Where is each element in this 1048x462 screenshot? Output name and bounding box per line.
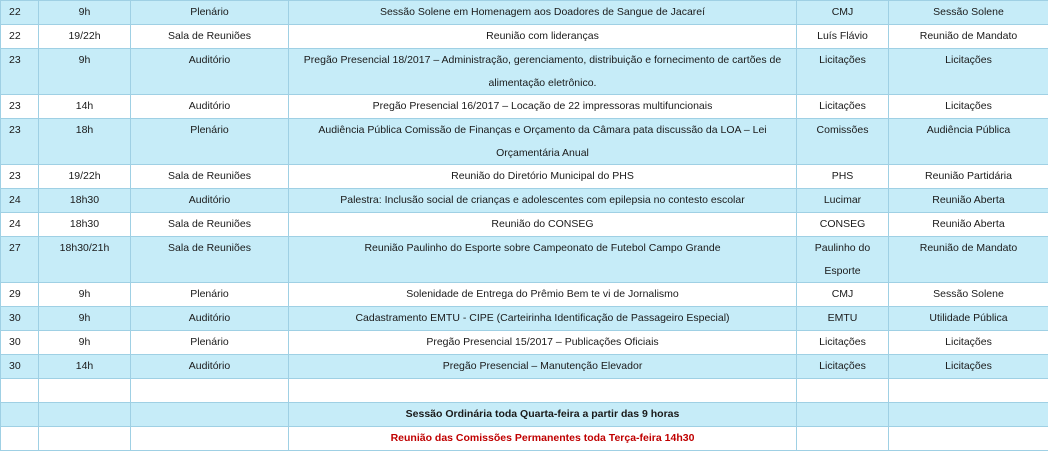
description-cell: Pregão Presencial 15/2017 – Publicações Oficiais xyxy=(289,331,797,355)
time-cell: 14h xyxy=(39,355,131,379)
empty-cell xyxy=(39,379,131,403)
empty-cell xyxy=(131,403,289,427)
location-cell: Sala de Reuniões xyxy=(131,213,289,237)
table-row xyxy=(1,213,1048,237)
organizer-cell: Licitações xyxy=(797,355,889,379)
empty-cell xyxy=(797,379,889,403)
day-cell: 23 xyxy=(1,165,39,189)
empty-cell xyxy=(889,427,1048,451)
day-cell: 22 xyxy=(1,25,39,49)
day-cell: 27 xyxy=(1,237,39,283)
type-cell: Reunião de Mandato xyxy=(889,25,1048,49)
empty-cell xyxy=(1,379,39,403)
type-cell: Licitações xyxy=(889,355,1048,379)
time-cell: 9h xyxy=(39,331,131,355)
events-table-body xyxy=(1,1,1048,451)
day-cell: 23 xyxy=(1,95,39,119)
empty-cell xyxy=(289,379,797,403)
table-row xyxy=(1,331,1048,355)
table-row xyxy=(1,1,1048,25)
table-row xyxy=(1,95,1048,119)
empty-cell xyxy=(797,427,889,451)
description-cell: Reunião do Diretório Municipal do PHS xyxy=(289,165,797,189)
location-cell: Sala de Reuniões xyxy=(131,165,289,189)
location-cell: Auditório xyxy=(131,307,289,331)
table-row xyxy=(1,189,1048,213)
description-cell: Pregão Presencial – Manutenção Elevador xyxy=(289,355,797,379)
table-row xyxy=(1,355,1048,379)
location-cell: Auditório xyxy=(131,189,289,213)
day-cell: 23 xyxy=(1,119,39,165)
day-cell: 24 xyxy=(1,189,39,213)
location-cell: Auditório xyxy=(131,49,289,95)
organizer-cell: CONSEG xyxy=(797,213,889,237)
description-cell: Reunião do CONSEG xyxy=(289,213,797,237)
type-cell: Utilidade Pública xyxy=(889,307,1048,331)
description-cell: Palestra: Inclusão social de crianças e adolescentes com epilepsia no contesto escolar xyxy=(289,189,797,213)
table-row xyxy=(1,283,1048,307)
empty-cell xyxy=(797,403,889,427)
location-cell: Plenário xyxy=(131,1,289,25)
description-cell: Cadastramento EMTU - CIPE (Carteirinha Identificação de Passageiro Especial) xyxy=(289,307,797,331)
organizer-cell: PHS xyxy=(797,165,889,189)
empty-cell xyxy=(131,427,289,451)
time-cell: 18h xyxy=(39,119,131,165)
organizer-cell: Licitações xyxy=(797,331,889,355)
type-cell: Sessão Solene xyxy=(889,1,1048,25)
committee-note-row xyxy=(1,427,1048,451)
table-row xyxy=(1,119,1048,165)
table-row xyxy=(1,49,1048,95)
time-cell: 9h xyxy=(39,1,131,25)
organizer-cell: Luís Flávio xyxy=(797,25,889,49)
day-cell: 29 xyxy=(1,283,39,307)
time-cell: 19/22h xyxy=(39,165,131,189)
table-row xyxy=(1,307,1048,331)
type-cell: Reunião Aberta xyxy=(889,213,1048,237)
location-cell: Plenário xyxy=(131,119,289,165)
time-cell: 19/22h xyxy=(39,25,131,49)
day-cell: 23 xyxy=(1,49,39,95)
type-cell: Audiência Pública xyxy=(889,119,1048,165)
description-cell: Pregão Presencial 18/2017 – Administração, gerenciamento, distribuição e fornecimento de cartões de alimentação eletrônico. xyxy=(289,49,797,95)
type-cell: Sessão Solene xyxy=(889,283,1048,307)
empty-cell xyxy=(39,427,131,451)
time-cell: 9h xyxy=(39,307,131,331)
description-cell: Solenidade de Entrega do Prêmio Bem te vi de Jornalismo xyxy=(289,283,797,307)
empty-cell xyxy=(1,403,39,427)
description-cell: Pregão Presencial 16/2017 – Locação de 22 impressoras multifuncionais xyxy=(289,95,797,119)
type-cell: Reunião Aberta xyxy=(889,189,1048,213)
type-cell: Reunião de Mandato xyxy=(889,237,1048,283)
time-cell: 14h xyxy=(39,95,131,119)
day-cell: 30 xyxy=(1,331,39,355)
day-cell: 24 xyxy=(1,213,39,237)
day-cell: 22 xyxy=(1,1,39,25)
location-cell: Plenário xyxy=(131,331,289,355)
empty-cell xyxy=(131,379,289,403)
empty-cell xyxy=(39,403,131,427)
organizer-cell: CMJ xyxy=(797,1,889,25)
time-cell: 18h30 xyxy=(39,189,131,213)
location-cell: Auditório xyxy=(131,355,289,379)
organizer-cell: Licitações xyxy=(797,95,889,119)
description-cell: Audiência Pública Comissão de Finanças e Orçamento da Câmara pata discussão da LOA – Lei Orçamentária Anual xyxy=(289,119,797,165)
location-cell: Sala de Reuniões xyxy=(131,237,289,283)
organizer-cell: Comissões xyxy=(797,119,889,165)
type-cell: Licitações xyxy=(889,49,1048,95)
organizer-cell: Licitações xyxy=(797,49,889,95)
empty-cell xyxy=(889,379,1048,403)
table-row xyxy=(1,237,1048,283)
description-cell: Reunião Paulinho do Esporte sobre Campeonato de Futebol Campo Grande xyxy=(289,237,797,283)
organizer-cell: Paulinho do Esporte xyxy=(797,237,889,283)
session-note-row xyxy=(1,403,1048,427)
empty-row xyxy=(1,379,1048,403)
description-cell: Reunião com lideranças xyxy=(289,25,797,49)
type-cell: Licitações xyxy=(889,331,1048,355)
time-cell: 9h xyxy=(39,283,131,307)
time-cell: 9h xyxy=(39,49,131,95)
session-note: Sessão Ordinária toda Quarta-feira a partir das 9 horas xyxy=(289,403,797,427)
table-row xyxy=(1,165,1048,189)
organizer-cell: EMTU xyxy=(797,307,889,331)
organizer-cell: CMJ xyxy=(797,283,889,307)
location-cell: Plenário xyxy=(131,283,289,307)
day-cell: 30 xyxy=(1,355,39,379)
time-cell: 18h30/21h xyxy=(39,237,131,283)
committee-note: Reunião das Comissões Permanentes toda Terça-feira 14h30 xyxy=(289,427,797,451)
table-row xyxy=(1,25,1048,49)
location-cell: Sala de Reuniões xyxy=(131,25,289,49)
type-cell: Reunião Partidária xyxy=(889,165,1048,189)
type-cell: Licitações xyxy=(889,95,1048,119)
organizer-cell: Lucimar xyxy=(797,189,889,213)
description-cell: Sessão Solene em Homenagem aos Doadores de Sangue de Jacareí xyxy=(289,1,797,25)
empty-cell xyxy=(1,427,39,451)
time-cell: 18h30 xyxy=(39,213,131,237)
empty-cell xyxy=(889,403,1048,427)
location-cell: Auditório xyxy=(131,95,289,119)
day-cell: 30 xyxy=(1,307,39,331)
